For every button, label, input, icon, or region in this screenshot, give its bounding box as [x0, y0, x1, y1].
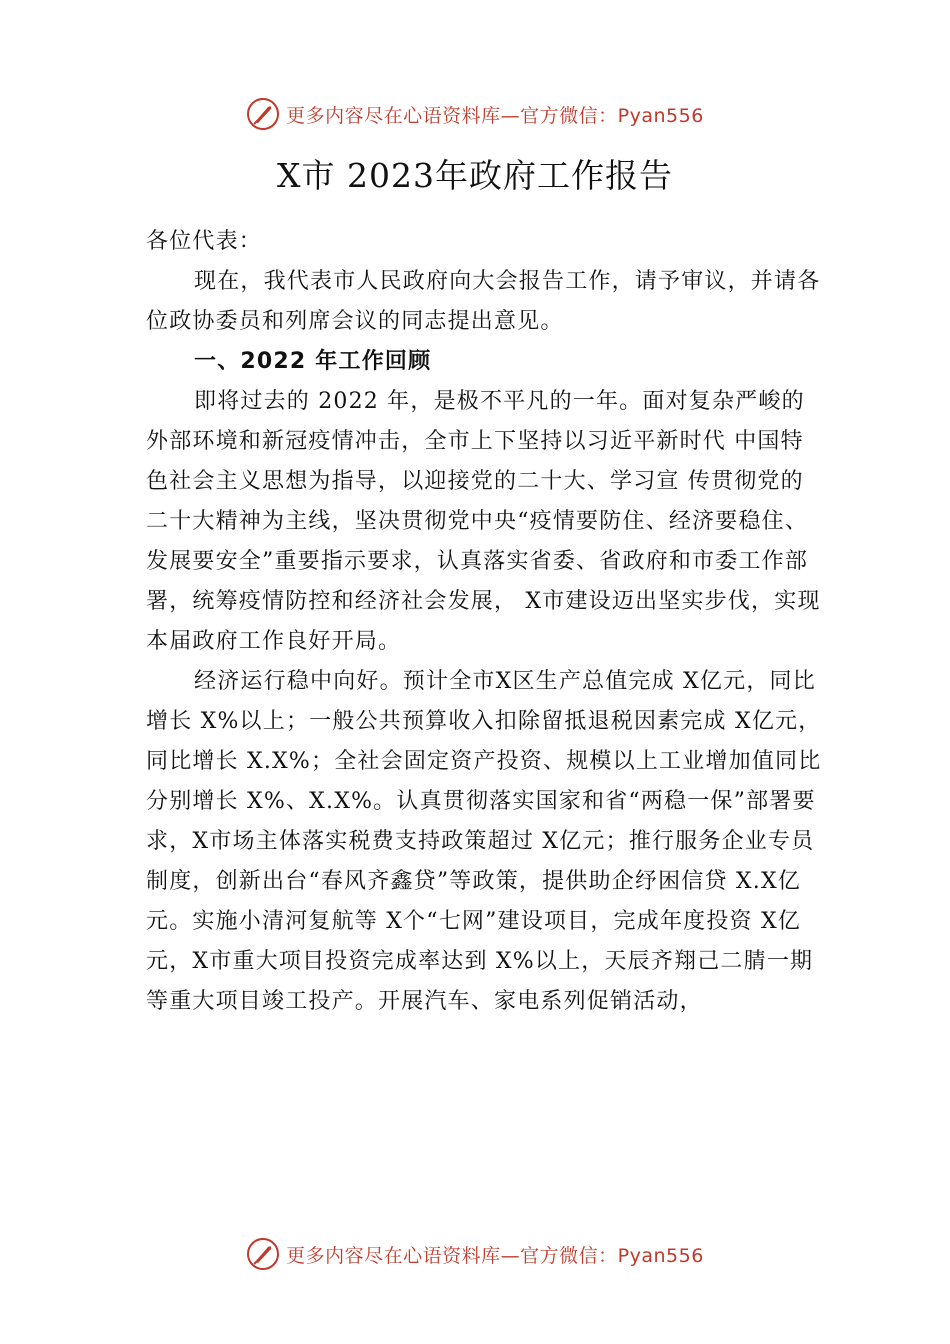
- quill-pen-icon: [246, 97, 280, 131]
- document-title: X市 2023年政府工作报告: [277, 156, 673, 195]
- intro-paragraph: 现在，我代表市人民政府向大会报告工作，请予审议，并请各位政协委员和列席会议的同志提出意见。: [146, 269, 821, 334]
- quill-pen-icon: [246, 1237, 280, 1271]
- watermark-header: [0, 96, 950, 132]
- watermark-footer: [0, 1236, 950, 1272]
- salutation: 各位代表：: [146, 229, 263, 254]
- watermark-text: 更多内容尽在心语资料库—官方微信：Pyan556: [286, 1244, 704, 1267]
- paragraph-overview: 即将过去的 2022 年，是极不平凡的一年。面对复杂严峻的外部环境和新冠疫情冲击，全市上下坚持以习近平新时代 中国特色社会主义思想为指导，以迎接党的二十大、学习宣 传贯彻党的二十大精神为主线，坚决贯彻党中央“疫情要防住、经济要稳住、发展要安全”重要指示要求，认真落实省委、省政府和市委工作部署，统筹疫情防控和经济社会发展， X市建设迈出坚实步伐，实现本届政府工作良好开局。: [146, 389, 821, 654]
- watermark-text: 更多内容尽在心语资料库—官方微信：Pyan556: [286, 104, 704, 127]
- paragraph-economy: 经济运行稳中向好。预计全市X区生产总值完成 X亿元，同比增长 X%以上；一般公共预算收入扣除留抵退税因素完成 X亿元，同比增长 X.X%；全社会固定资产投资、规模以上工业增加值同比分别增长 X%、X.X%。认真贯彻落实国家和省“两稳一保”部署要求，X市场主体落实税费支持政策超过 X亿元；推行服务企业专员制度，创新出台“春风齐鑫贷”等政策，提供助企纾困信贷 X.X亿元。实施小清河复航等 X个“七网”建设项目，完成年度投资 X亿元，X市重大项目投资完成率达到 X%以上，天辰齐翔己二腈一期等重大项目竣工投产。开展汽车、家电系列促销活动，: [146, 669, 822, 1014]
- document-body: [146, 222, 826, 1022]
- section-heading: 一、2022 年工作回顾: [194, 349, 432, 374]
